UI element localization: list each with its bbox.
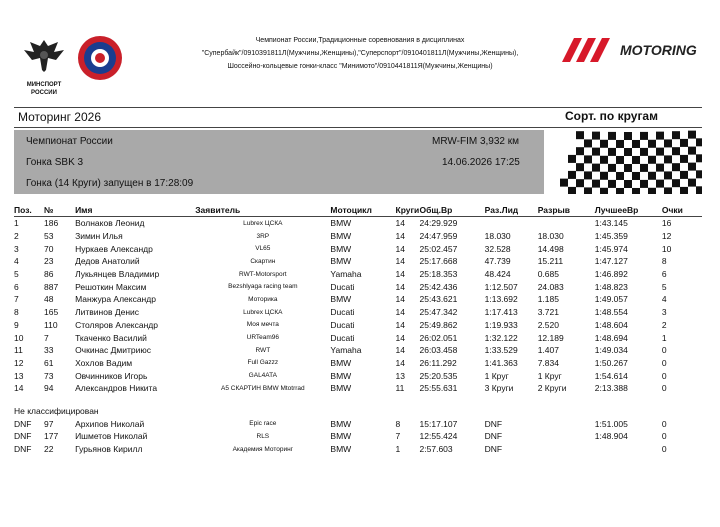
cell-diff: 2.520 (537, 319, 559, 330)
col-team[interactable]: Заявитель (195, 204, 330, 217)
cell-pos: 6 (14, 281, 19, 292)
cell-no: 97 (44, 418, 54, 429)
table-row[interactable] (14, 306, 702, 319)
cell-total: 2:57.603 (419, 444, 453, 455)
cell-laps: 14 (395, 256, 405, 267)
cell-name: Решоткин Максим (75, 281, 147, 292)
cell-best: 1:46.892 (594, 269, 628, 280)
cell-best: 1:45.974 (594, 243, 628, 254)
cell-no: 48 (44, 294, 54, 305)
col-laps[interactable]: Круги (395, 205, 420, 215)
cell-pos: DNF (14, 418, 32, 429)
col-gap-leader[interactable]: Раз.Лид (485, 204, 538, 217)
table-row[interactable] (14, 242, 702, 255)
cell-bike: BMW (330, 370, 352, 381)
cell-pts: 10 (661, 243, 672, 254)
cell-team: Epic race (249, 420, 277, 428)
cell-pts: 0 (661, 431, 667, 442)
cell-total: 26:11.292 (419, 357, 457, 368)
cell-no: 73 (44, 370, 54, 381)
cell-diff: 15.211 (537, 256, 564, 267)
cell-total: 24:47.959 (419, 231, 458, 242)
cell-total: 12:55.424 (419, 431, 458, 442)
cell-pts: 1 (661, 332, 667, 343)
cell-pos: 3 (14, 243, 19, 254)
not-classified-label: Не классифицирован (14, 405, 99, 416)
cell-pos: 10 (14, 332, 24, 343)
cell-team: RWT-Motorsport (239, 270, 287, 278)
cell-best: 1:45.359 (594, 231, 628, 242)
cell-gap: 1:12.507 (484, 281, 518, 292)
cell-best: 1:48.823 (594, 281, 628, 292)
cell-best: 1:43.145 (594, 218, 628, 229)
header-line-1: Чемпионат России,Традиционные соревнования в дисциплинах (255, 37, 465, 44)
table-row[interactable] (14, 430, 702, 443)
cell-no: 177 (44, 431, 59, 442)
cell-gap: 18.030 (484, 231, 511, 242)
cell-total: 25:17.668 (419, 256, 458, 267)
cell-diff (538, 217, 595, 230)
table-row[interactable] (14, 357, 702, 370)
cell-name: Литвинов Денис (75, 307, 140, 318)
table-row[interactable] (14, 319, 702, 332)
cell-diff (538, 443, 595, 456)
cell-pts: 8 (661, 256, 667, 267)
cell-pos: 13 (14, 370, 24, 381)
cell-gap: 1 Круг (484, 370, 509, 381)
results-table (14, 204, 702, 455)
cell-total: 25:49.862 (419, 319, 458, 330)
cell-diff: 1 Круг (537, 370, 562, 381)
cell-best: 1:47.127 (594, 256, 628, 267)
table-row[interactable] (14, 230, 702, 243)
cell-pos: 14 (14, 383, 24, 394)
cell-name: Овчинников Игорь (75, 370, 148, 381)
cell-gap: DNF (484, 431, 503, 442)
table-row[interactable] (14, 268, 702, 281)
cell-best: 1:48.604 (594, 319, 628, 330)
cell-gap: 1:19.933 (484, 319, 518, 330)
cell-best: 1:50.267 (594, 357, 628, 368)
cell-no: 61 (44, 357, 54, 368)
cell-diff: 24.083 (537, 281, 564, 292)
cell-name: Нуркаев Александр (75, 243, 153, 254)
cell-bike: BMW (330, 431, 352, 442)
cell-laps: 8 (395, 418, 401, 429)
motoring-stripes-icon (556, 36, 616, 64)
cell-diff: 18.030 (537, 231, 564, 242)
cell-team: Скартин (250, 257, 276, 265)
cell-best (595, 443, 662, 456)
cell-total: 25:18.353 (419, 269, 458, 280)
cell-bike: BMW (330, 256, 352, 267)
cell-team: Lubrex ЦСКА (243, 308, 283, 316)
cell-name: Ткаченко Василий (75, 332, 147, 343)
cell-laps: 1 (395, 444, 401, 455)
cell-pos: DNF (14, 431, 32, 442)
cell-name: Гурьянов Кирилл (75, 444, 143, 455)
cell-name: Хохлов Вадим (75, 357, 133, 368)
mfr-emblem-icon (76, 34, 124, 82)
cell-bike: Ducati (330, 307, 355, 318)
cell-no: 70 (44, 243, 54, 254)
cell-name: Волнаков Леонид (75, 218, 145, 229)
header-line-2: "Супербайк"/0910391811Л(Мужчины,Женщины),"Суперспорт"/0910401811Л(Мужчины,Женщины), (201, 50, 519, 57)
cell-laps: 14 (395, 231, 405, 242)
cell-total: 25:20.535 (419, 370, 458, 381)
cell-diff: 1.185 (537, 294, 559, 305)
cell-gap: 1:13.692 (484, 294, 518, 305)
col-total-time[interactable]: Общ.Вр (420, 204, 485, 217)
cell-name: Александров Никита (75, 383, 158, 394)
cell-name: Архипов Николай (75, 418, 145, 429)
cell-team: Академия Моторинг (232, 445, 294, 453)
eagle-emblem-icon (18, 36, 70, 76)
cell-pts: 3 (661, 307, 667, 318)
cell-gap: 3 Круги (484, 383, 514, 394)
table-row[interactable] (14, 443, 702, 456)
cell-bike: BMW (330, 294, 352, 305)
cell-gap (485, 217, 538, 230)
cell-total: 25:02.457 (419, 243, 458, 254)
cell-name: Лукьянцев Владимир (75, 269, 160, 280)
table-row[interactable] (14, 382, 702, 395)
cell-laps: 14 (395, 319, 405, 330)
cell-team: RWT (255, 346, 271, 354)
race-info-box (14, 130, 544, 194)
cell-no: 186 (44, 218, 59, 229)
cell-gap: 1:41.363 (484, 357, 518, 368)
cell-pos: 4 (14, 256, 19, 267)
cell-bike: BMW (330, 218, 352, 229)
header-line-3: Шоссейно-кольцевые гонки-класс "Минимото"/0910441811Я(Мужчины,Женщины) (227, 63, 493, 70)
cell-best: 1:54.614 (594, 370, 628, 381)
cell-pts: 4 (661, 294, 667, 305)
cell-no: 53 (44, 231, 54, 242)
cell-pos: 8 (14, 307, 19, 318)
cell-bike: Yamaha (330, 345, 362, 356)
cell-pos: 2 (14, 231, 19, 242)
col-best-lap[interactable]: ЛучшееВр (595, 204, 662, 217)
cell-best: 1:51.005 (594, 418, 628, 429)
table-row[interactable] (14, 417, 702, 430)
cell-diff: 1.407 (537, 345, 559, 356)
cell-laps: 13 (395, 370, 405, 381)
cell-diff: 3.721 (537, 307, 559, 318)
cell-best: 1:49.034 (594, 345, 628, 356)
cell-bike: BMW (330, 231, 352, 242)
cell-bike: BMW (330, 418, 352, 429)
mfr-logo (76, 34, 124, 82)
cell-pts: 0 (661, 444, 667, 455)
cell-gap: 32.528 (484, 243, 511, 254)
sort-label: Сорт. по кругам (565, 109, 658, 123)
cell-bike: Yamaha (330, 269, 362, 280)
cell-team: Bezshlyaga racing team (228, 283, 298, 291)
cell-gap: DNF (484, 444, 503, 455)
cell-team: 3RP (256, 232, 270, 240)
cell-pos: 12 (14, 357, 24, 368)
cell-team: Моя мечта (246, 321, 279, 329)
event-title: Моторинг 2026 (18, 110, 101, 124)
cell-pts: 0 (661, 370, 667, 381)
cell-pts: 12 (661, 231, 672, 242)
cell-pos: DNF (14, 444, 32, 455)
cell-team: RLS (256, 432, 270, 440)
cell-pos: 7 (14, 294, 19, 305)
cell-team: А5 СКАРТИН BMW Mtotrrad (221, 384, 305, 392)
cell-total: 24:29.929 (419, 218, 458, 229)
col-points[interactable]: Очки (662, 204, 702, 217)
championship-label: Чемпионат России (26, 136, 113, 147)
checkered-flag-icon (544, 130, 702, 194)
cell-name: Очкинас Дмитриюс (75, 345, 151, 356)
race-date: 14.06.2026 17:25 (442, 157, 520, 168)
cell-pts: 0 (661, 383, 667, 394)
cell-diff: 14.498 (537, 243, 564, 254)
cell-laps: 7 (395, 431, 401, 442)
table-row[interactable] (14, 293, 702, 306)
cell-team: VL65 (255, 245, 271, 253)
cell-pos: 11 (14, 345, 23, 356)
table-row[interactable] (14, 331, 702, 344)
cell-best: 1:49.057 (594, 294, 628, 305)
table-row[interactable] (14, 217, 702, 230)
track-label: MRW-FIM 3,932 км (432, 136, 520, 147)
col-diff[interactable]: Разрыв (538, 204, 595, 217)
cell-pts: 0 (661, 345, 667, 356)
title-bar (14, 107, 702, 128)
cell-laps: 11 (395, 383, 405, 394)
cell-bike: Ducati (330, 319, 355, 330)
cell-best: 1:48.694 (594, 332, 628, 343)
cell-best: 1:48.904 (594, 431, 628, 442)
col-number[interactable]: № (44, 204, 75, 217)
cell-diff (538, 430, 595, 443)
cell-pts: 5 (661, 281, 667, 292)
cell-pts: 2 (661, 319, 667, 330)
table-header-row (14, 204, 702, 217)
cell-total: 26:03.458 (419, 345, 458, 356)
cell-name: Манжура Александр (75, 294, 156, 305)
cell-bike: BMW (330, 444, 352, 455)
table-row[interactable] (14, 280, 702, 293)
table-row[interactable] (14, 255, 702, 268)
cell-no: 22 (44, 444, 54, 455)
cell-laps: 14 (395, 357, 405, 368)
cell-bike: BMW (330, 357, 352, 368)
cell-bike: BMW (330, 383, 352, 394)
cell-pos: 1 (14, 218, 19, 229)
cell-total: 25:43.621 (419, 294, 458, 305)
cell-laps: 14 (395, 281, 405, 292)
cell-no: 94 (44, 383, 54, 394)
cell-gap: 1:17.413 (484, 307, 518, 318)
race-start-label: Гонка (14 Круги) запущен в 17:28:09 (26, 178, 194, 189)
cell-diff: 7.834 (537, 357, 559, 368)
col-pos[interactable]: Поз. (14, 204, 44, 217)
cell-bike: BMW (330, 243, 352, 254)
cell-pts: 6 (661, 269, 667, 280)
cell-gap: 48.424 (484, 269, 511, 280)
col-name[interactable]: Имя (75, 204, 195, 217)
cell-diff: 12.189 (537, 332, 564, 343)
cell-bike: Ducati (330, 281, 355, 292)
race-label: Гонка SBK 3 (26, 157, 84, 168)
cell-pts: 0 (661, 418, 667, 429)
cell-no: 33 (44, 345, 54, 356)
cell-team: GAL4ATA (248, 372, 277, 380)
cell-laps: 14 (395, 294, 405, 305)
cell-name: Дедов Анатолий (75, 256, 140, 267)
cell-laps: 14 (395, 307, 405, 318)
cell-name: Ишметов Николай (75, 431, 148, 442)
cell-no: 7 (44, 332, 49, 343)
minsport-logo (18, 36, 70, 96)
cell-no: 110 (44, 319, 58, 330)
cell-team: Full Gazzz (247, 359, 279, 367)
cell-gap: 1:33.529 (484, 345, 518, 356)
cell-diff (538, 417, 595, 430)
cell-diff: 2 Круги (537, 383, 567, 394)
cell-name: Зимин Илья (75, 231, 123, 242)
cell-diff: 0.685 (537, 269, 559, 280)
cell-no: 86 (44, 269, 54, 280)
table-row[interactable] (14, 344, 702, 357)
cell-best: 1:48.554 (594, 307, 628, 318)
cell-best: 2:13.388 (594, 383, 628, 394)
cell-pts: 16 (661, 218, 672, 229)
cell-laps: 14 (395, 218, 405, 229)
cell-pos: 9 (14, 319, 19, 330)
cell-total: 26:02.051 (419, 332, 458, 343)
motoring-logo (556, 36, 696, 64)
cell-team: Lubrex ЦСКА (243, 219, 283, 227)
cell-total: 25:55.631 (419, 383, 458, 394)
cell-no: 23 (44, 256, 54, 267)
motoring-brand-text: MOTORING (620, 42, 697, 58)
cell-no: 887 (44, 281, 59, 292)
cell-team: Моторика (248, 295, 278, 303)
cell-name: Столяров Александр (75, 319, 158, 330)
cell-team: URTeam96 (246, 334, 280, 342)
cell-total: 25:47.342 (419, 307, 458, 318)
cell-total: 15:17.107 (419, 418, 458, 429)
cell-laps: 14 (395, 243, 405, 254)
cell-pts: 0 (661, 357, 667, 368)
cell-gap: DNF (484, 418, 503, 429)
table-row[interactable] (14, 369, 702, 382)
cell-laps: 14 (395, 332, 405, 343)
minsport-label: МИНСПОРТ РОССИИ (26, 82, 62, 96)
cell-laps: 14 (395, 269, 405, 280)
cell-bike: Ducati (330, 332, 355, 343)
cell-gap: 1:32.122 (484, 332, 518, 343)
cell-no: 165 (44, 307, 59, 318)
cell-gap: 47.739 (484, 256, 511, 267)
cell-laps: 14 (395, 345, 405, 356)
col-bike[interactable]: Мотоцикл (330, 204, 395, 217)
cell-total: 25:42.436 (419, 281, 458, 292)
cell-pos: 5 (14, 269, 19, 280)
